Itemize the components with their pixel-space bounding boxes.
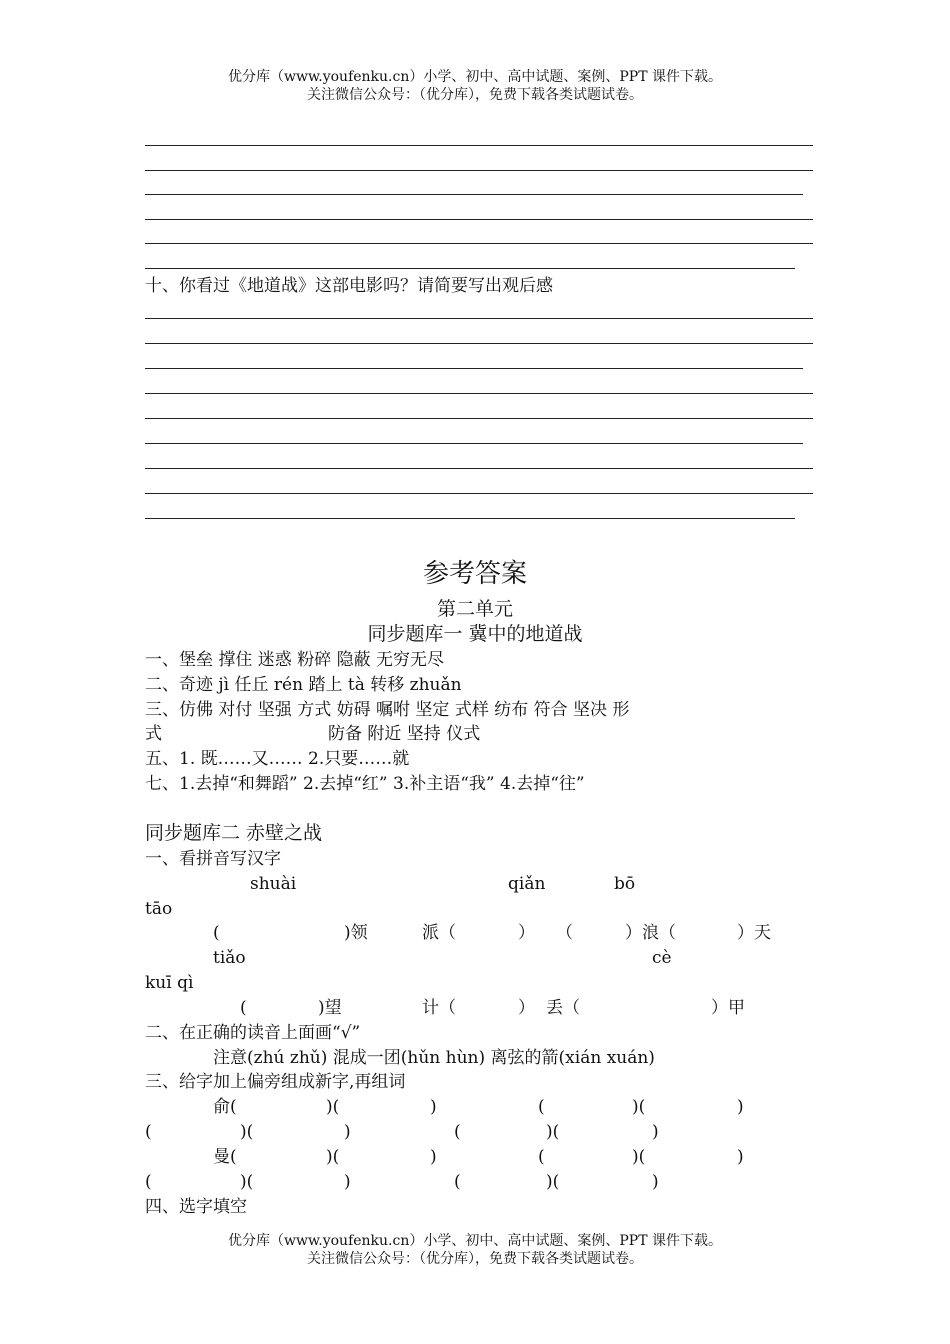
answer-7: 七、1.去掉“和舞蹈” 2.去掉“红” 3.补主语“我” 4.去掉“往” xyxy=(145,774,585,794)
blank-paren: ) xyxy=(652,1122,659,1142)
blank-paren: ( xyxy=(145,1172,152,1192)
footer-line-1: 优分库（www.youfenku.cn）小学、初中、高中试题、案例、PPT 课件下载。 xyxy=(227,1233,722,1249)
pinyin: cè xyxy=(652,948,672,968)
writing-line xyxy=(145,468,813,469)
blank-paren: )( xyxy=(240,1172,254,1192)
blank-paren: ( xyxy=(145,1122,152,1142)
answer-3-line-1: 三、仿佛 对付 坚强 方式 妨碍 嘱咐 坚定 式样 纺布 符合 坚决 形 xyxy=(145,700,630,720)
pinyin: kuī qì xyxy=(145,973,194,993)
lesson2-q1: 一、看拼音写汉字 xyxy=(145,849,281,869)
writing-line xyxy=(145,443,803,444)
blank-paren: （ xyxy=(556,923,573,943)
blank-paren: ) xyxy=(430,1147,437,1167)
blank-paren: ）浪（ xyxy=(625,923,676,943)
blank-paren: )( xyxy=(632,1147,646,1167)
blank-paren: 丢（ xyxy=(546,998,580,1018)
blank-paren: ( xyxy=(454,1172,461,1192)
blank-paren: 派（ xyxy=(422,923,456,943)
pinyin: qiǎn xyxy=(508,874,546,894)
writing-line xyxy=(145,318,813,319)
header-line-1: 优分库（www.youfenku.cn）小学、初中、高中试题、案例、PPT 课件下载。 xyxy=(227,69,722,85)
writing-line xyxy=(145,493,813,494)
blank-paren: )( xyxy=(546,1172,560,1192)
answers-title: 参考答案 xyxy=(422,559,527,589)
blank-paren: )( xyxy=(546,1122,560,1142)
answer-2: 二、奇迹 jì 任丘 rén 踏上 tà 转移 zhuǎn xyxy=(145,675,462,695)
writing-line xyxy=(145,194,803,195)
lesson2-q4: 四、选字填空 xyxy=(145,1197,247,1217)
header-line-2: 关注微信公众号：（优分库），免费下载各类试题试卷。 xyxy=(307,87,643,103)
blank-paren: ( xyxy=(213,923,220,943)
writing-line xyxy=(145,368,803,369)
writing-line xyxy=(145,518,795,519)
blank-paren: ( xyxy=(538,1147,545,1167)
unit-title: 第二单元 xyxy=(436,598,513,620)
lesson2-q3: 三、给字加上偏旁组成新字,再组词 xyxy=(145,1072,406,1092)
footer-line-2: 关注微信公众号：（优分库），免费下载各类试题试卷。 xyxy=(307,1251,643,1267)
writing-line xyxy=(145,243,813,244)
blank-paren: )( xyxy=(326,1147,340,1167)
blank-paren: 计（ xyxy=(422,998,456,1018)
blank-paren: ( xyxy=(240,998,247,1018)
blank-paren: ( xyxy=(538,1097,545,1117)
blank-paren: ） xyxy=(518,923,535,943)
writing-line xyxy=(145,170,813,171)
writing-line xyxy=(145,268,795,269)
blank-paren: )望 xyxy=(318,998,342,1018)
blank-paren: ） xyxy=(518,998,535,1018)
pinyin: tāo xyxy=(145,899,173,919)
blank-paren: )( xyxy=(240,1122,254,1142)
blank-paren: ( xyxy=(454,1122,461,1142)
writing-line xyxy=(145,418,813,419)
lesson1-title: 同步题库一 冀中的地道战 xyxy=(367,623,583,645)
answer-3-line-2a: 式 xyxy=(145,724,162,744)
answer-5: 五、1. 既……又…… 2.只要……就 xyxy=(145,749,410,769)
writing-line xyxy=(145,393,813,394)
pinyin: tiǎo xyxy=(213,948,246,968)
pinyin: shuài xyxy=(250,874,297,894)
blank-paren: ) xyxy=(430,1097,437,1117)
writing-line xyxy=(145,219,813,220)
lesson2-q2-line: 注意(zhú zhǔ) 混成一团(hǔn hùn) 离弦的箭(xián xuán) xyxy=(213,1048,655,1068)
blank-paren: ) xyxy=(737,1097,744,1117)
question-10: 十、你看过《地道战》这部电影吗？请简要写出观后感 xyxy=(145,276,553,296)
blank-paren: 俞( xyxy=(213,1097,237,1117)
blank-paren: ) xyxy=(344,1122,351,1142)
blank-paren: ）天 xyxy=(737,923,771,943)
pinyin: bō xyxy=(614,874,636,894)
blank-paren: )( xyxy=(326,1097,340,1117)
writing-line xyxy=(145,145,813,146)
answer-1: 一、堡垒 撑住 迷惑 粉碎 隐蔽 无穷无尽 xyxy=(145,650,445,670)
lesson2-q2: 二、在正确的读音上面画“√” xyxy=(145,1023,361,1043)
blank-paren: )( xyxy=(632,1097,646,1117)
blank-paren: ) xyxy=(344,1172,351,1192)
writing-line xyxy=(145,343,813,344)
answer-3-line-2b: 防备 附近 坚持 仪式 xyxy=(328,724,481,744)
blank-paren: ) xyxy=(737,1147,744,1167)
lesson2-title: 同步题库二 赤壁之战 xyxy=(145,822,323,844)
blank-paren: )领 xyxy=(344,923,368,943)
blank-paren: ）甲 xyxy=(711,998,745,1018)
blank-paren: 曼( xyxy=(213,1147,237,1167)
blank-paren: ) xyxy=(652,1172,659,1192)
